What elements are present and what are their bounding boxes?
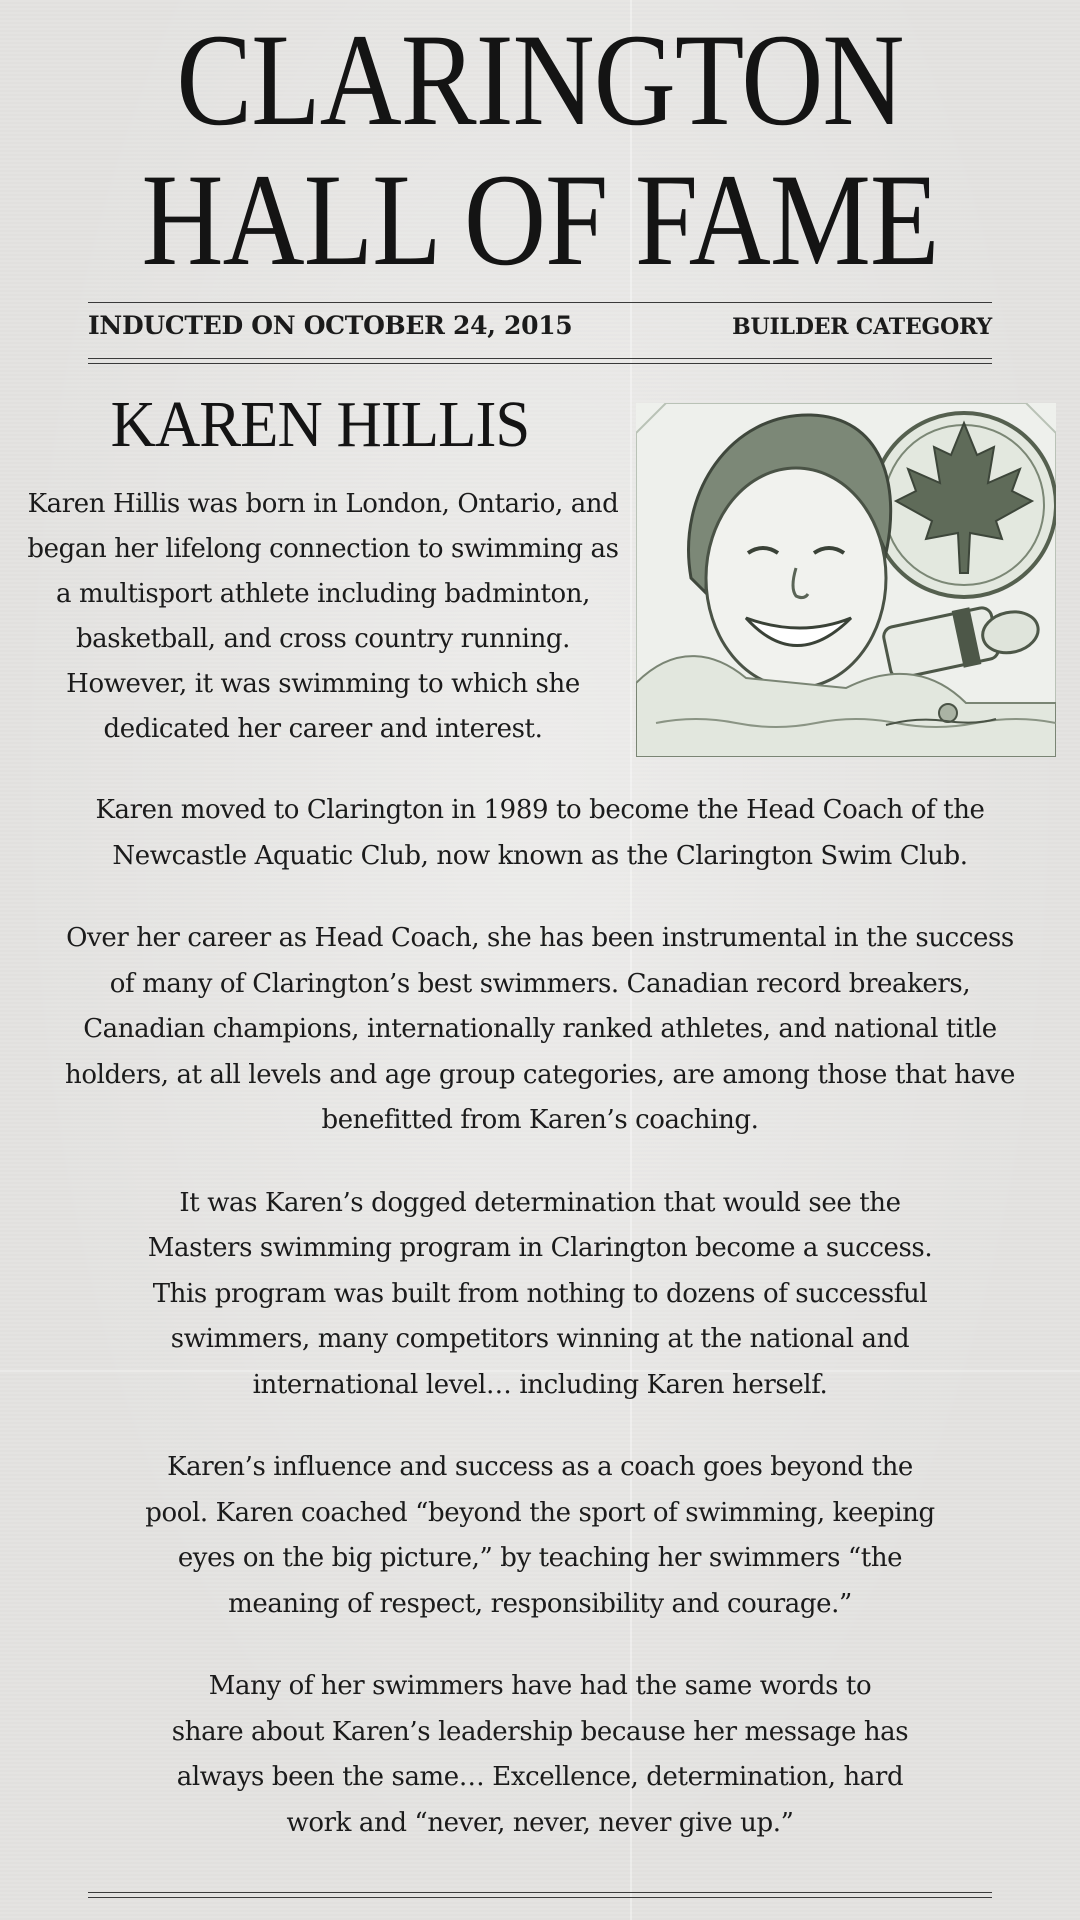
bottom-rule-1 bbox=[88, 1892, 992, 1893]
portrait-sketch bbox=[636, 403, 1056, 757]
inductee-name: KAREN HILLIS bbox=[110, 388, 530, 461]
paragraph-masters: It was Karen’s dogged determination that would see the Masters swimming program in Clarington become a success. This program was built from nothing to dozens of successful swimmers, many competitors winning at the national and international level… including Karen herself. bbox=[147, 1187, 933, 1400]
induction-date: INDUCTED ON OCTOBER 24, 2015 bbox=[88, 311, 573, 340]
bottom-rule-2 bbox=[88, 1897, 992, 1898]
category-label: BUILDER CATEGORY bbox=[732, 314, 992, 340]
meta-rule-1 bbox=[88, 358, 992, 359]
masthead-line-1: CLARINGTON bbox=[176, 6, 904, 153]
paragraph-head-coach: Karen moved to Clarington in 1989 to become the Head Coach of the Newcastle Aquatic Club, now known as the Clarington Swim Club. bbox=[95, 795, 985, 871]
paragraph-influence: Karen’s influence and success as a coach goes beyond the pool. Karen coached “beyond the sport of swimming, keeping eyes on the big picture,” by teaching her swimmers “the meaning of respect, responsibility and courage.” bbox=[145, 1452, 935, 1619]
pencil-sketch-portrait-icon bbox=[636, 403, 1056, 757]
masthead-line-2: HALL OF FAME bbox=[141, 146, 939, 293]
paragraph-leadership: Many of her swimmers have had the same words to share about Karen’s leadership because her message has always been the same… Excellence, determination, hard work and “never, never, never give up.” bbox=[171, 1671, 909, 1838]
top-rule bbox=[88, 302, 992, 303]
intro-paragraph: Karen Hillis was born in London, Ontario, and began her lifelong connection to swimming as a multisport athlete including badminton, basketball, and cross country running. However, it was swimming to which she dedicated her career and interest. bbox=[27, 489, 619, 744]
meta-rule-2 bbox=[88, 363, 992, 364]
article-body bbox=[60, 788, 1020, 1883]
paragraph-career: Over her career as Head Coach, she has been instrumental in the success of many of Clarington’s best swimmers. Canadian record breakers, Canadian champions, internationally ranked athletes, and national title holders, at all levels and age group categories, are among those that have benefitted from Karen’s coaching. bbox=[65, 923, 1015, 1135]
masthead-title bbox=[76, 6, 1005, 293]
